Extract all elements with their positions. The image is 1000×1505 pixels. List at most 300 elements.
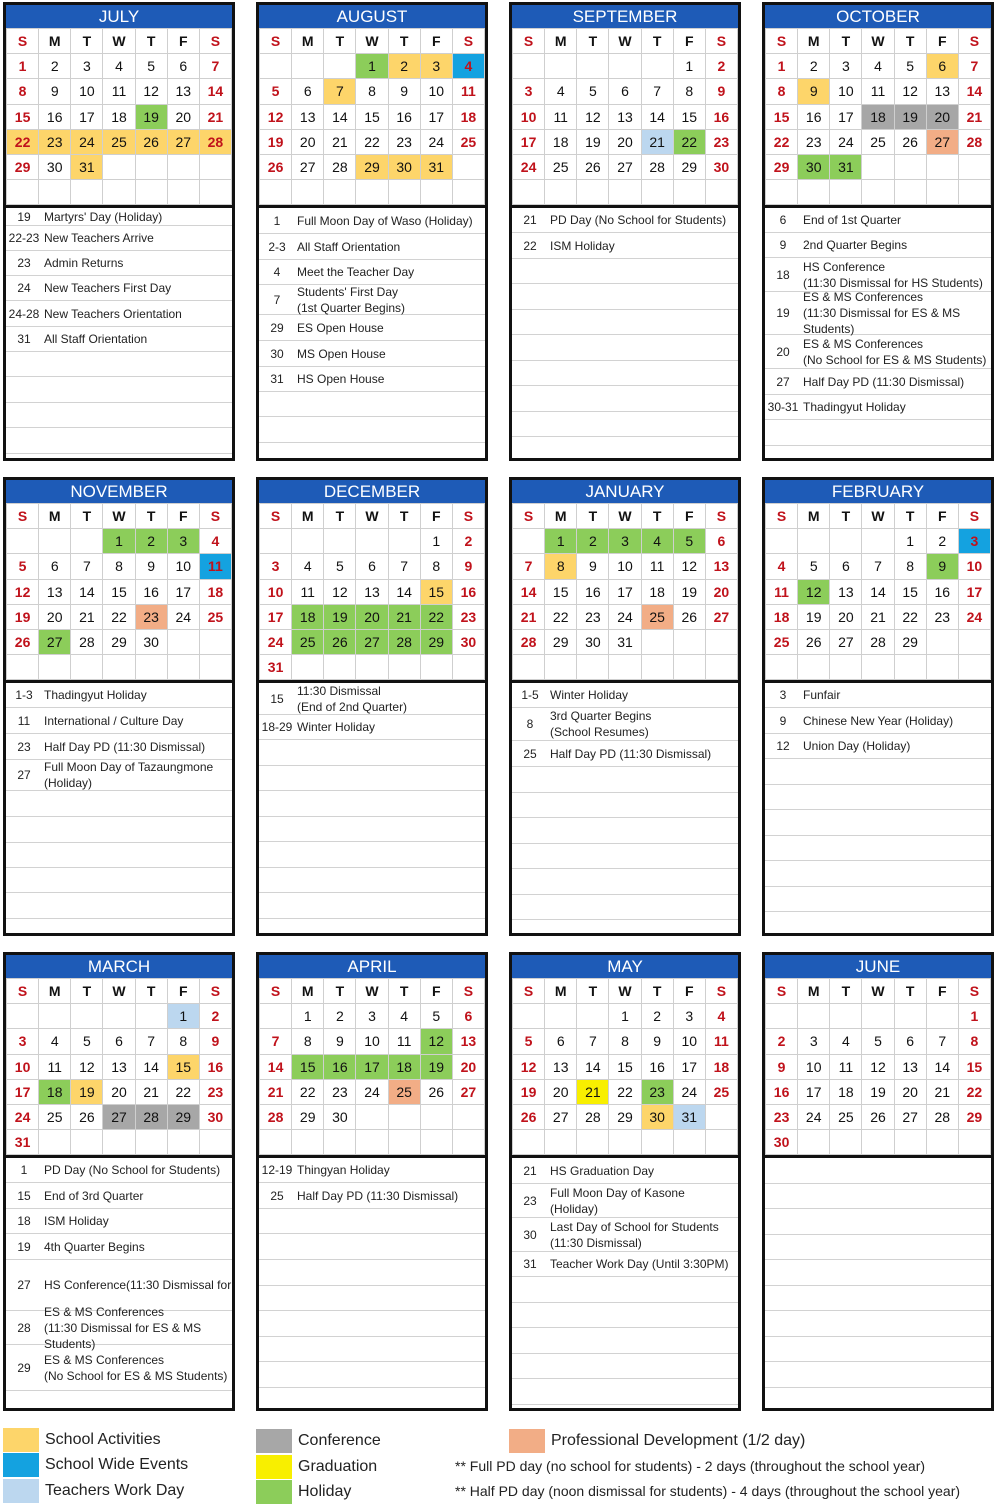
day-cell: 2 [388,54,420,79]
weekday-header: S [7,979,39,1004]
empty-cell [7,655,39,680]
day-cell: 15 [103,579,135,604]
day-cell: 26 [135,129,167,154]
empty-cell [862,180,894,205]
day-cell: 4 [199,529,231,554]
empty-cell [830,180,862,205]
professional-development-label: Professional Development (1/2 day) [551,1432,806,1449]
weekday-header: T [388,979,420,1004]
weekday-header: S [513,504,545,529]
day-cell: 9 [388,79,420,104]
event-description: Full Moon Day of Waso (Holiday) [297,213,473,228]
weekday-header: F [420,29,452,54]
day-cell: 14 [513,579,545,604]
day-cell: 31 [673,1104,705,1129]
event-description: New Teachers First Day [44,281,172,296]
day-cell: 25 [388,1079,420,1104]
event-row-empty [765,1184,991,1209]
weekday-header: M [545,979,577,1004]
weekday-header: S [958,29,990,54]
day-cell: 2 [705,54,737,79]
empty-cell [609,180,641,205]
day-cell: 9 [324,1029,356,1054]
month-september [509,2,741,461]
week-row [260,79,485,104]
empty-cell [324,180,356,205]
empty-cell [766,655,798,680]
day-cell: 11 [452,79,484,104]
day-cell: 15 [766,104,798,129]
day-cell: 18 [545,129,577,154]
week-row [513,154,738,179]
week-row [260,154,485,179]
empty-cell [609,655,641,680]
day-cell: 19 [71,1079,103,1104]
legend [0,1428,1000,1505]
event-row [6,1345,232,1391]
day-cell: 21 [862,604,894,629]
empty-cell [135,180,167,205]
event-date: 25 [523,746,537,761]
week-row [260,129,485,154]
day-cell: 30 [388,154,420,179]
day-cell: 2 [926,529,958,554]
empty-cell [39,1130,71,1155]
day-cell: 5 [798,554,830,579]
event-row [512,1252,738,1277]
day-cell: 10 [673,1029,705,1054]
day-cell: 12 [7,579,39,604]
event-description: Full Moon Day of Tazaungmone (Holiday) [44,760,214,791]
event-row-empty [512,1303,738,1328]
day-cell: 31 [260,655,292,680]
day-cell: 20 [356,604,388,629]
week-row [260,579,485,604]
week-row [260,1054,485,1079]
month-grid [765,503,991,680]
event-row [259,208,485,234]
day-cell: 11 [766,579,798,604]
week-row [766,129,991,154]
day-cell: 24 [673,1079,705,1104]
day-cell: 9 [577,554,609,579]
empty-cell [862,1004,894,1029]
event-description: Union Day (Holiday) [803,739,911,754]
day-cell: 4 [862,54,894,79]
week-row [7,1054,232,1079]
event-description: New Teachers Arrive [44,231,154,246]
empty-cell [260,54,292,79]
school-wide-events-label: School Wide Events [45,1456,189,1473]
event-date: 18-29 [261,720,293,735]
event-description: Martyrs' Day (Holiday) [44,209,163,224]
week-row [513,629,738,654]
event-row-empty [512,386,738,412]
event-row-empty [259,417,485,443]
empty-cell [135,1004,167,1029]
event-description: ISM Holiday [44,1214,109,1229]
weekday-header: S [7,504,39,529]
day-cell: 29 [356,154,388,179]
weekday-header: F [673,29,705,54]
day-cell: 13 [894,1054,926,1079]
month-grid [512,28,738,205]
weekday-header: T [830,29,862,54]
day-cell: 25 [705,1079,737,1104]
month-grid [765,978,991,1155]
empty-cell [673,1130,705,1155]
empty-cell [926,1004,958,1029]
day-cell: 8 [167,1029,199,1054]
weekday-header: S [513,979,545,1004]
empty-cell [260,180,292,205]
event-row-empty [512,1277,738,1303]
event-description: Meet the Teacher Day [297,265,415,280]
event-row [765,395,991,420]
empty-cell [103,1004,135,1029]
week-row [260,629,485,654]
empty-cell [71,1004,103,1029]
event-row-empty [259,1337,485,1362]
empty-cell [356,180,388,205]
month-july [3,2,235,461]
graduation-swatch [256,1455,292,1479]
day-cell: 4 [545,79,577,104]
weekday-header: W [862,979,894,1004]
empty-cell [958,629,990,654]
weekday-header: S [958,504,990,529]
day-cell: 2 [324,1004,356,1029]
day-cell: 26 [798,629,830,654]
event-description: HS Open House [297,372,385,387]
empty-cell [452,1130,484,1155]
day-cell: 2 [641,1004,673,1029]
empty-cell [7,180,39,205]
week-row [513,604,738,629]
empty-cell [513,529,545,554]
week-row [766,529,991,554]
event-row-empty [765,1235,991,1260]
day-cell: 22 [545,604,577,629]
day-cell: 22 [673,129,705,154]
day-cell: 27 [167,129,199,154]
day-cell: 7 [260,1029,292,1054]
day-cell: 4 [452,54,484,79]
event-date: 12 [776,739,790,754]
event-description: Winter Holiday [550,688,629,703]
month-february [762,477,994,936]
empty-cell [292,1130,324,1155]
month-grid [512,503,738,680]
event-row [259,285,485,315]
day-cell: 21 [324,129,356,154]
week-row [513,655,738,680]
event-date: 25 [270,1188,284,1203]
event-description: ES & MS Conferences (11:30 Dismissal for ES & MS Students) [44,1304,202,1351]
day-cell: 2 [798,54,830,79]
weekday-header: T [577,979,609,1004]
month-grid [6,28,232,205]
day-cell: 3 [513,79,545,104]
day-cell: 5 [894,54,926,79]
event-date: 15 [270,691,284,706]
event-row [512,1184,738,1218]
day-cell: 27 [705,604,737,629]
week-row [260,1130,485,1155]
school-wide-events-swatch [3,1453,39,1477]
day-cell: 21 [926,1079,958,1104]
day-cell: 23 [199,1079,231,1104]
weekday-header: F [926,979,958,1004]
weekday-header: F [420,504,452,529]
empty-cell [39,529,71,554]
weekday-header: M [798,29,830,54]
day-cell: 4 [292,554,324,579]
teachers-work-day-label: Teachers Work Day [45,1482,185,1499]
day-cell: 20 [292,129,324,154]
day-cell: 22 [7,129,39,154]
event-row-empty [512,412,738,437]
day-cell: 26 [260,154,292,179]
month-august [256,2,488,461]
month-december [256,477,488,936]
day-cell: 7 [324,79,356,104]
weekday-header: S [766,979,798,1004]
day-cell: 1 [545,529,577,554]
weekday-header: W [609,979,641,1004]
day-cell: 15 [356,104,388,129]
day-cell: 16 [39,104,71,129]
week-row [513,79,738,104]
day-cell: 17 [798,1079,830,1104]
weekday-header: S [452,504,484,529]
event-row [6,1209,232,1234]
event-date: 2-3 [268,239,286,254]
day-cell: 18 [830,1079,862,1104]
event-row-empty [259,817,485,842]
event-row-empty [765,759,991,785]
day-cell: 29 [103,629,135,654]
empty-cell [513,1004,545,1029]
day-cell: 18 [388,1054,420,1079]
day-cell: 10 [609,554,641,579]
event-row-empty [259,740,485,766]
day-cell: 16 [766,1079,798,1104]
day-cell: 14 [388,579,420,604]
week-row [7,54,232,79]
empty-cell [673,180,705,205]
event-description: ES Open House [297,320,384,335]
weekday-header: S [766,504,798,529]
day-cell: 30 [705,154,737,179]
legend-school-activities [3,1428,161,1452]
event-row-empty [765,1362,991,1388]
school-activities-label: School Activities [45,1431,161,1448]
empty-cell [830,655,862,680]
empty-cell [577,180,609,205]
day-cell: 28 [958,129,990,154]
empty-cell [577,1004,609,1029]
day-cell: 1 [766,54,798,79]
empty-cell [452,655,484,680]
day-cell: 24 [830,129,862,154]
day-cell: 23 [388,129,420,154]
empty-cell [71,529,103,554]
day-cell: 26 [7,629,39,654]
day-cell: 30 [324,1104,356,1129]
event-date: 27 [17,1278,31,1293]
day-cell: 23 [577,604,609,629]
day-cell: 6 [452,1004,484,1029]
event-description: Thingyan Holiday [297,1163,390,1178]
event-row [765,335,991,369]
event-row [765,369,991,395]
month-title: JULY [6,5,232,28]
empty-cell [766,1004,798,1029]
day-cell: 15 [958,1054,990,1079]
day-cell: 25 [103,129,135,154]
day-cell: 14 [958,79,990,104]
day-cell: 23 [39,129,71,154]
week-row [513,529,738,554]
month-title: SEPTEMBER [512,5,738,28]
day-cell: 3 [420,54,452,79]
weekday-header: T [641,504,673,529]
day-cell: 15 [673,104,705,129]
day-cell: 2 [766,1029,798,1054]
day-cell: 12 [513,1054,545,1079]
day-cell: 3 [260,554,292,579]
day-cell: 8 [545,554,577,579]
event-row [6,734,232,760]
event-row-empty [259,392,485,417]
holiday-swatch [256,1480,292,1504]
event-row-empty [512,1354,738,1379]
event-date: 29 [270,320,284,335]
event-row-empty [765,1209,991,1235]
day-cell: 24 [958,604,990,629]
event-date: 29 [17,1360,31,1375]
weekday-header: F [926,29,958,54]
month-april [256,952,488,1411]
day-cell: 30 [577,629,609,654]
events-list [512,683,738,936]
empty-cell [545,54,577,79]
event-row-empty [765,810,991,836]
weekday-header: S [705,504,737,529]
day-cell: 7 [388,554,420,579]
day-cell: 20 [830,604,862,629]
empty-cell [830,1130,862,1155]
conference-swatch [256,1429,292,1453]
event-description: Teacher Work Day (Until 3:30PM) [550,1257,729,1272]
day-cell: 18 [862,104,894,129]
event-date: 31 [523,1257,537,1272]
day-cell: 7 [577,1029,609,1054]
weekday-header: M [545,29,577,54]
empty-cell [39,655,71,680]
week-row [260,554,485,579]
event-description: Students' First Day (1st Quarter Begins) [297,284,406,315]
week-row [7,604,232,629]
day-cell: 26 [862,1104,894,1129]
event-row [259,683,485,715]
day-cell: 28 [862,629,894,654]
event-row [6,301,232,327]
day-cell: 12 [894,79,926,104]
day-cell: 28 [324,154,356,179]
event-date: 1 [273,213,281,228]
day-cell: 29 [7,154,39,179]
event-row-empty [765,1337,991,1362]
month-march [3,952,235,1411]
day-cell: 11 [292,579,324,604]
week-row [7,529,232,554]
weekday-header: M [292,29,324,54]
empty-cell [103,1130,135,1155]
empty-cell [958,180,990,205]
event-row-empty [6,428,232,454]
week-row [260,180,485,205]
events-list [512,208,738,461]
day-cell: 29 [545,629,577,654]
graduation-label: Graduation [298,1458,378,1475]
day-cell: 9 [199,1029,231,1054]
event-description: Half Day PD (11:30 Dismissal) [550,746,712,761]
empty-cell [798,655,830,680]
day-cell: 24 [798,1104,830,1129]
event-date: 9 [779,238,787,253]
day-cell: 15 [420,579,452,604]
day-cell: 12 [673,554,705,579]
day-cell: 28 [926,1104,958,1129]
day-cell: 21 [577,1079,609,1104]
day-cell: 11 [641,554,673,579]
empty-cell [958,1130,990,1155]
day-cell: 29 [766,154,798,179]
day-cell: 8 [7,79,39,104]
day-cell: 6 [926,54,958,79]
empty-cell [673,629,705,654]
day-cell: 25 [292,629,324,654]
day-cell: 1 [356,54,388,79]
day-cell: 20 [545,1079,577,1104]
event-row [765,258,991,292]
day-cell: 15 [167,1054,199,1079]
day-cell: 1 [673,54,705,79]
event-row [765,734,991,759]
event-description: Thadingyut Holiday [803,400,906,415]
events-list [765,683,991,936]
event-row-empty [259,1209,485,1234]
day-cell: 10 [260,579,292,604]
day-cell: 27 [292,154,324,179]
day-cell: 20 [609,129,641,154]
event-date: 18 [776,267,790,282]
empty-cell [324,655,356,680]
day-cell: 17 [420,104,452,129]
week-row [513,1130,738,1155]
day-cell: 14 [641,104,673,129]
empty-cell [958,655,990,680]
day-cell: 31 [830,154,862,179]
week-row [7,104,232,129]
day-cell: 16 [577,579,609,604]
day-cell: 11 [199,554,231,579]
empty-cell [577,655,609,680]
event-date: 21 [523,1163,537,1178]
day-cell: 14 [135,1054,167,1079]
